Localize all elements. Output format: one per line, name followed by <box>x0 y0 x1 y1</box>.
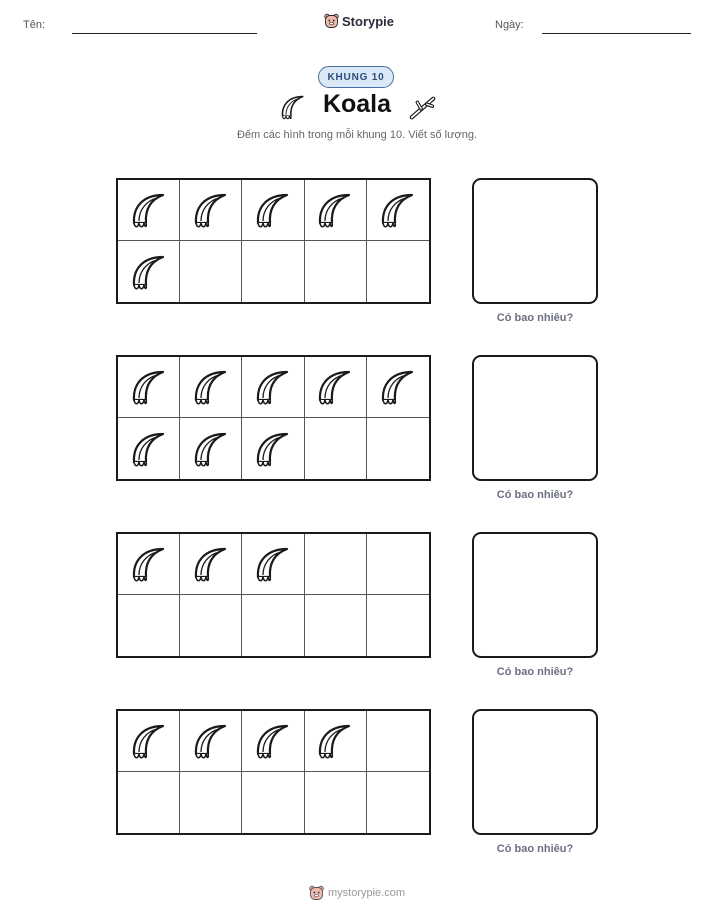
frame-cell <box>242 418 304 479</box>
frame-cell <box>367 534 429 595</box>
date-line <box>542 33 691 34</box>
frame-cell <box>118 711 180 772</box>
claw-icon <box>191 721 231 761</box>
frame-cell <box>242 711 304 772</box>
name-label: Tên: <box>23 19 46 31</box>
frame-cell <box>180 180 242 241</box>
frame-cell <box>180 711 242 772</box>
frame-cell <box>242 241 304 302</box>
ten-frame <box>116 178 431 304</box>
name-line <box>72 33 257 34</box>
claw-icon <box>315 190 355 230</box>
claw-icon <box>315 721 355 761</box>
frame-cell <box>367 241 429 302</box>
frame-cell <box>118 534 180 595</box>
frame-cell <box>242 595 304 656</box>
bear-mascot-icon <box>324 13 339 29</box>
claw-icon <box>191 429 231 469</box>
frame-cell <box>305 357 367 418</box>
claw-icon <box>191 190 231 230</box>
ten-frame <box>116 532 431 658</box>
answer-box[interactable] <box>472 709 598 835</box>
frame-cell <box>118 772 180 833</box>
instructions: Đếm các hình trong mỗi khung 10. Viết số lượng. <box>236 129 477 141</box>
branch-icon <box>409 94 437 122</box>
frame-cell <box>180 418 242 479</box>
claw-icon <box>253 544 293 584</box>
claw-icon <box>315 367 355 407</box>
claw-icon <box>129 544 169 584</box>
frame-cell <box>180 772 242 833</box>
frame-cell <box>242 357 304 418</box>
question-label: Có bao nhiêu? <box>496 489 574 501</box>
frame-cell <box>367 711 429 772</box>
claw-icon <box>378 367 418 407</box>
answer-box[interactable] <box>472 178 598 304</box>
footer-site: mystorypie.com <box>327 887 406 899</box>
claw-icon <box>129 721 169 761</box>
frame-cell <box>367 772 429 833</box>
frame-cell <box>180 534 242 595</box>
question-label: Có bao nhiêu? <box>496 843 574 855</box>
claw-icon <box>253 721 293 761</box>
frame-cell <box>305 418 367 479</box>
frame-cell <box>305 241 367 302</box>
frame-cell <box>305 534 367 595</box>
answer-box[interactable] <box>472 355 598 481</box>
ten-frame-badge: KHUNG 10 <box>318 66 394 88</box>
frame-cell <box>305 595 367 656</box>
date-label: Ngày: <box>495 19 524 31</box>
ten-frame <box>116 709 431 835</box>
claw-icon <box>191 544 231 584</box>
claw-icon <box>253 367 293 407</box>
frame-cell <box>118 180 180 241</box>
claw-icon <box>253 190 293 230</box>
storypie-logo <box>324 13 394 29</box>
frame-cell <box>180 595 242 656</box>
frame-cell <box>367 180 429 241</box>
answer-box[interactable] <box>472 532 598 658</box>
frame-cell <box>305 711 367 772</box>
claw-icon <box>378 190 418 230</box>
question-label: Có bao nhiêu? <box>496 312 574 324</box>
claw-icon <box>129 429 169 469</box>
frame-cell <box>118 595 180 656</box>
claw-icon <box>129 252 169 292</box>
claw-icon <box>129 190 169 230</box>
frame-cell <box>305 180 367 241</box>
question-label: Có bao nhiêu? <box>496 666 574 678</box>
footer <box>0 885 714 901</box>
frame-cell <box>242 772 304 833</box>
frame-cell <box>367 418 429 479</box>
frame-cell <box>367 357 429 418</box>
frame-cell <box>180 357 242 418</box>
brand-name: Storypie <box>342 13 395 29</box>
frame-cell <box>180 241 242 302</box>
frame-cell <box>118 357 180 418</box>
frame-cell <box>305 772 367 833</box>
claw-icon <box>129 367 169 407</box>
frame-cell <box>367 595 429 656</box>
ten-frame <box>116 355 431 481</box>
frame-cell <box>118 418 180 479</box>
frame-cell <box>242 180 304 241</box>
page-title: Koala <box>322 90 392 118</box>
claw-icon <box>191 367 231 407</box>
frame-cell <box>118 241 180 302</box>
bear-mascot-icon <box>309 885 324 901</box>
claw-icon <box>253 429 293 469</box>
frame-cell <box>242 534 304 595</box>
